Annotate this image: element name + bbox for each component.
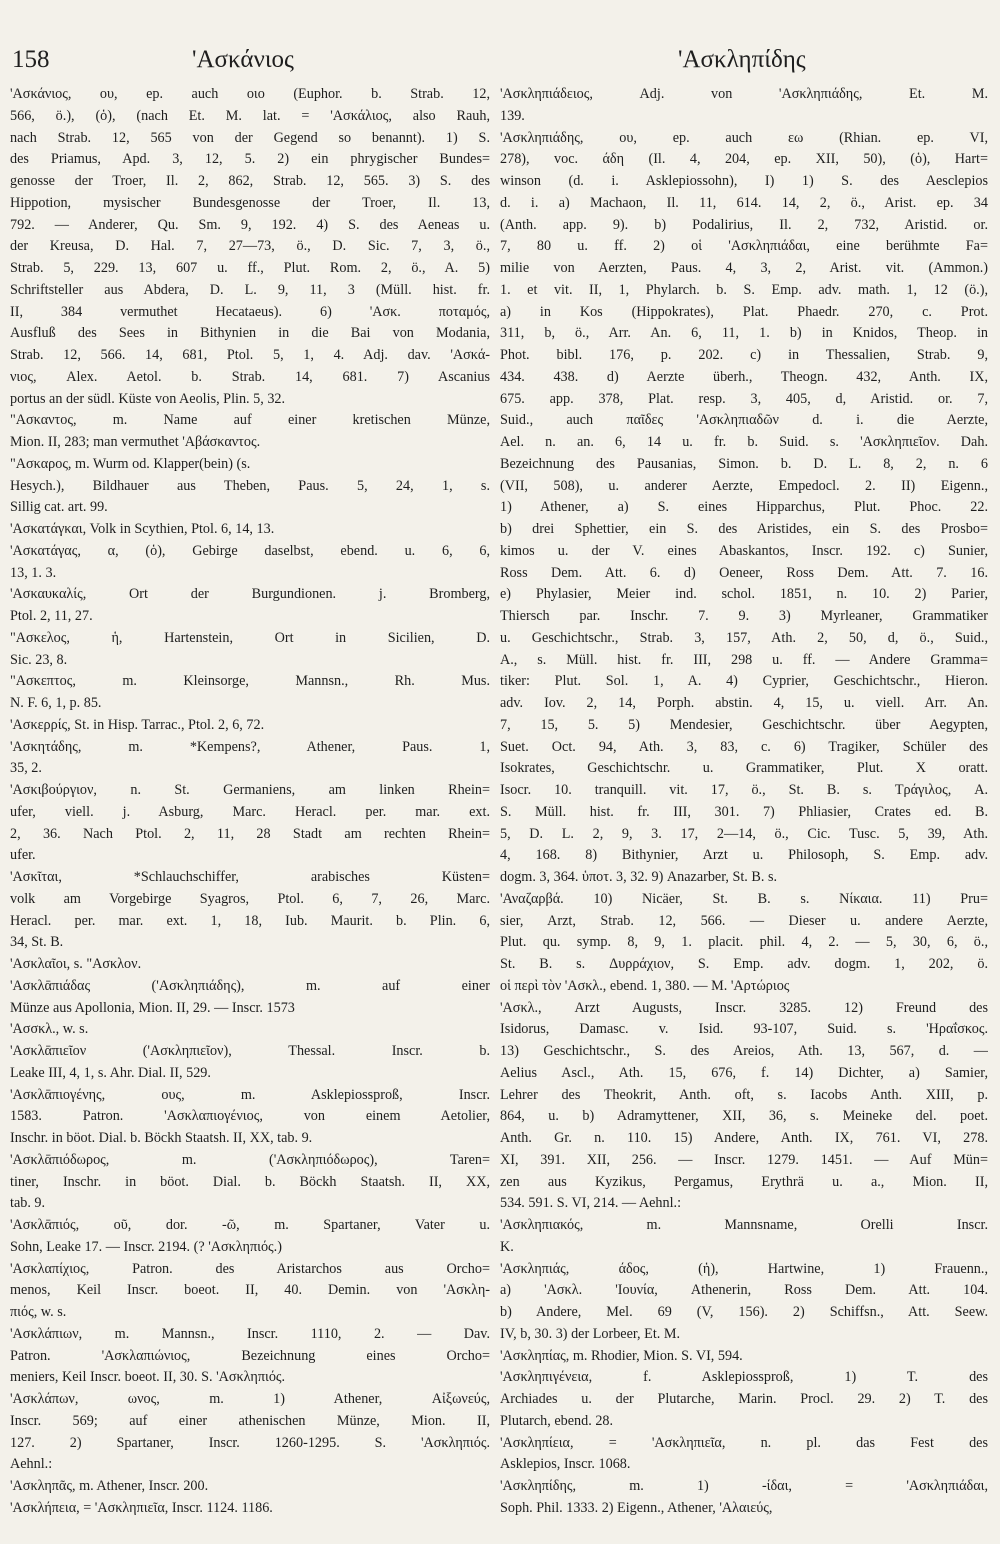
text-line: Bezeichnung des Pausanias, Simon. b. D. L. 8, 2, n. 6	[500, 455, 988, 472]
entry-line: 'Ασκλ., Arzt Augusts, Inscr. 3285. 12) Freund des	[500, 999, 988, 1016]
text-line: Isidorus, Damasc. v. Isid. 93-107, Suid. s. 'Ηραΐσκος.	[500, 1021, 988, 1038]
text-line: S. Müll. hist. fr. III, 301. 7) Phliasier, Crates ed. B.	[500, 803, 988, 820]
text-line: 675. app. 378, Plat. resp. 3, 405, d, Aristid. or. 7,	[500, 390, 988, 407]
text-line: (Anth. app. 9). b) Podalirius, Il. 2, 732, Aristid. or.	[500, 216, 988, 233]
text-line: dogm. 3, 364. ὑποτ. 3, 32. 9) Anazarber, St. B. s.	[500, 869, 778, 885]
text-line: portus an der südl. Küste von Aeolis, Plin. 5, 32.	[10, 390, 286, 407]
text-line: zen aus Kyzikus, Pergamus, Erythrä u. a., Mion. II,	[500, 1173, 988, 1190]
text-line: tiner, Inschr. in böot. Dial. b. Böckh Staatsh. II, XX,	[10, 1173, 490, 1190]
text-line: 13) Geschichtschr., S. des Areios, Ath. 13, 567, d. —	[500, 1043, 988, 1059]
text-line: des Priamus, Apd. 3, 12, 5. 2) ein phrygischer Bundes=	[10, 151, 490, 168]
entry-line: "Ασκεπτος, m. Kleinsorge, Mannsn., Rh. Mus.	[10, 673, 490, 690]
entry-line: 'Αναζαρβά. 10) Nicäer, St. B. s. Νίκαια. 11) Pru=	[500, 890, 988, 907]
text-line: Suet. Oct. 94, Ath. 3, 83, c. 6) Tragiker, Schüler des	[500, 738, 988, 755]
text-line: d. i. a) Machaon, Il. 11, 614. 14, 2, ö., Arist. ep. 34	[500, 194, 988, 211]
text-line: 127. 2) Spartaner, Inscr. 1260-1295. S. 'Ασκληπιός.	[10, 1434, 490, 1451]
text-line: 7, 15, 5. 5) Mendesier, Geschichtschr. über Aegypten,	[500, 716, 988, 733]
text-line: 278), voc. άδη (Il. 4, 204, ep. XII, 50), (ὁ), Hart=	[500, 151, 988, 168]
text-line: a) in Kos (Hippokrates), Plat. Phaedr. 270, c. Prot.	[500, 303, 988, 320]
entry-line: 'Ασκιβούργιον, n. St. Germaniens, am linken Rhein=	[10, 782, 490, 798]
text-line: 7, 80 u. ff. 2) οἱ 'Ασκληπιάδαι, eine berühmte Fa=	[500, 238, 988, 255]
text-line: 1) Athener, a) S. eines Hipparchus, Plut. Phoc. 22.	[500, 499, 988, 516]
text-line: Plutarch, ebend. 28.	[500, 1412, 614, 1429]
text-line: a) 'Ασκλ. 'Ιουνία, Athenerin, Ross Dem. Att. 104.	[500, 1282, 988, 1299]
text-line: (VII, 508), u. anderer Aerzte, Empedocl. 2. II) Eigenn.,	[500, 477, 988, 494]
entry-line: 'Ασκλαπίχιος, Patron. des Aristarchos aus Orcho=	[10, 1260, 490, 1277]
text-line: 35, 2.	[10, 760, 42, 777]
text-line: Ael. n. an. 6, 14 u. fr. b. Suid. s. 'Ασκληπιεῖον. Dah.	[500, 434, 988, 450]
text-line: adv. Iov. 2, 14, Porph. abstin. 4, 15, u. viell. Arr. An.	[500, 695, 988, 711]
text-line: Hippotion, mysischer Bundesgenosse der Troer, Il. 13,	[10, 194, 490, 211]
text-line: St. B. s. Δυρράχιον, S. Emp. adv. dogm. 1, 202, ö.	[500, 956, 988, 972]
page-number: 158	[12, 46, 50, 73]
text-line: 2, 36. Nach Ptol. 2, 11, 28 Stadt am rechten Rhein=	[10, 825, 490, 842]
text-line: Strab. 5, 229. 13, 607 u. ff., Plut. Rom. 2, ö., A. 5)	[10, 260, 490, 276]
text-line: 534. 591. S. VI, 214. — Aehnl.:	[500, 1195, 682, 1212]
entry-line: 'Ασκλάπιων, m. Mannsn., Inscr. 1110, 2. — Dav.	[10, 1325, 490, 1342]
text-line: Ross Dem. Att. 6. d) Oeneer, Ross Dem. Att. 7. 16.	[500, 564, 988, 581]
text-line: Isokrates, Geschichtschr. u. Grammatiker, Plut. X oratt.	[500, 760, 988, 777]
text-line: kimos u. der V. eines Abaskantos, Inscr. 192. c) Sunier,	[500, 542, 988, 559]
text-line: Asklepios, Inscr. 1068.	[500, 1456, 631, 1473]
text-line: Suid., auch παῖδες 'Ασκληπιαδῶν d. i. die Aerzte,	[500, 412, 988, 429]
text-line: Patron. 'Ασκλαπιώνιος, Bezeichnung eines Orcho=	[10, 1347, 490, 1364]
entry-line: 'Ασκληπιγένεια, f. Asklepiossproß, 1) T. des	[500, 1369, 988, 1386]
text-line: N. F. 6, 1, p. 85.	[10, 695, 102, 711]
text-line: Sic. 23, 8.	[10, 651, 68, 668]
entry-line: "Ασκαντος, m. Name auf einer kretischen Münze,	[10, 412, 490, 429]
entry-line: 'Ασκερρίς, St. in Hisp. Tarrac., Ptol. 2, 6, 72.	[10, 716, 265, 733]
text-line: Strab. 12, 566. 14, 681, Ptol. 5, 1, 4. Adj. dav. 'Ασκά-	[10, 347, 490, 363]
text-line: volk am Vorgebirge Syagros, Ptol. 6, 7, 26, Marc.	[10, 890, 490, 907]
entry-line: 'Ασκαυκαλίς, Ort der Burgundionen. j. Bromberg,	[10, 586, 490, 603]
text-line: winson (d. i. Asklepiossohn), I) 1) S. des Aesclepios	[500, 173, 988, 189]
text-line: Mion. II, 283; man vermuthet 'Αβάσκαντος.	[10, 434, 261, 450]
text-line: der Kreusa, D. Hal. 7, 27—73, ö., D. Sic. 7, 3, ö.,	[10, 238, 490, 255]
text-line: Archiades u. der Plutarche, Marin. Procl. 29. 2) T. des	[500, 1391, 988, 1407]
text-line: 566, ö.), (ὁ), (nach Et. M. lat. = 'Ασκάλιος, also Rauh,	[10, 107, 490, 124]
entry-line: 'Ασκληπίεια, = 'Ασκληπιεῖα, n. pl. das Fest des	[500, 1434, 988, 1451]
text-line: 4, 168. 8) Bithynier, Arzt u. Philosoph, S. Emp. adv.	[500, 847, 988, 864]
text-line: A., s. Müll. hist. fr. III, 298 u. ff. — Andere Gramma=	[500, 651, 988, 668]
entry-line: 'Ασσκλ., w. s.	[10, 1021, 89, 1038]
text-line: 1583. Patron. 'Ασκλαπιογένιος, von einem Aetolier,	[10, 1108, 490, 1125]
text-line: genosse der Troer, Il. 2, 862, Strab. 12, 565. 3) S. des	[10, 173, 490, 189]
text-line: 792. — Anderer, Qu. Sm. 9, 192. 4) S. des Aeneas u.	[10, 216, 490, 233]
text-line: Plut. qu. symp. 8, 9, 1. placit. phil. 4, 2. — 5, 30, 6, ö.,	[500, 934, 988, 951]
text-line: II, 384 vermuthet Hecataeus). 6) 'Ασκ. ποταμός,	[10, 303, 490, 320]
right-column	[500, 84, 988, 1520]
text-line: ufer.	[10, 847, 36, 864]
text-line: Isocr. 10. tranquill. vit. 17, ö., St. B. s. Τράγιλος, A.	[500, 782, 988, 798]
text-line: Inschr. in böot. Dial. b. Böckh Staatsh. II, XX, tab. 9.	[10, 1130, 313, 1146]
text-line: Heracl. per. mar. ext. 1, 18, Iub. Maurit. b. Plin. 6,	[10, 912, 490, 929]
entry-line: "Ασκελος, ἡ, Hartenstein, Ort in Sicilien, D.	[10, 629, 490, 646]
text-line: u. Geschichtschr., Strab. 3, 157, Ath. 2, 50, d, ö., Suid.,	[500, 629, 988, 646]
text-line: Aehnl.:	[10, 1456, 53, 1473]
entry-line: 'Ασκλήπεια, = 'Ασκληπιεῖα, Inscr. 1124. 1186.	[10, 1499, 273, 1516]
text-line: 434. 438. d) Aerzte überh., Theogn. 432, Anth. IX,	[500, 368, 988, 385]
text-line: Sohn, Leake 17. — Inscr. 2194. (? 'Ασκληπιός.)	[10, 1238, 282, 1255]
text-line: IV, b, 30. 3) der Lorbeer, Et. M.	[500, 1325, 681, 1342]
entry-line: "Ασκαρος, m. Wurm od. Klapper(bein) (s.	[10, 455, 251, 472]
entry-line: 'Ασκῖται, *Schlauchschiffer, arabisches Küsten=	[10, 869, 490, 885]
text-line: 34, St. B.	[10, 934, 64, 951]
entry-line: 'Ασκλᾱπιογένης, ους, m. Asklepiossproß, Inscr.	[10, 1086, 490, 1103]
text-line: νιος, Alex. Aetol. b. Strab. 14, 681. 7) Ascanius	[10, 368, 490, 385]
text-line: Münze aus Apollonia, Mion. II, 29. — Inscr. 1573	[10, 999, 295, 1016]
entry-line: 'Ασκληπᾶς, m. Athener, Inscr. 200.	[10, 1478, 209, 1494]
entry-line: 'Ασκληπιακός, m. Mannsname, Orelli Inscr.	[500, 1217, 988, 1233]
text-line: Leake III, 4, 1, s. Ahr. Dial. II, 529.	[10, 1064, 211, 1081]
text-line: Phot. bibl. 176, p. 202. c) in Thessalien, Strab. 9,	[500, 347, 988, 363]
entry-line: 'Ασκληπίδης, m. 1) -ίδαι, = 'Ασκληπιάδαι,	[500, 1478, 988, 1494]
text-line: milie von Aerzten, Paus. 4, 3, 2, Arist. vit. (Ammon.)	[500, 260, 988, 276]
text-line: 13, 1. 3.	[10, 564, 57, 581]
entry-line: 'Ασκλᾱπιός, οῦ, dor. -ῶ, m. Spartaner, Vater u.	[10, 1217, 490, 1233]
text-line: Anth. Gr. n. 110. 15) Andere, Anth. IX, 761. VI, 278.	[500, 1130, 988, 1146]
entry-line: 'Ασκάνιος, ου, ep. auch οιο (Euphor. b. Strab. 12,	[10, 86, 490, 102]
entry-line: 'Ασκλαῖοι, s. "Ασκλον.	[10, 956, 142, 972]
text-line: ufer, viell. j. Asburg, Marc. Heracl. per. mar. ext.	[10, 803, 490, 820]
entry-line: 'Ασκλᾱπιόδωρος, m. ('Ασκληπιόδωρος), Taren=	[10, 1151, 490, 1168]
entry-line: 'Ασκλᾱπιάδας ('Ασκληπιάδης), m. auf einer	[10, 977, 490, 994]
text-line: Aelius Ascl., Ath. 15, 676, f. 14) Dichter, a) Samier,	[500, 1064, 988, 1081]
left-column	[10, 84, 490, 1520]
text-line: οἱ περὶ τὸν 'Ασκλ., ebend. 1, 380. — M. 'Αρτώριος	[500, 977, 790, 994]
text-line: 864, u. b) Adramyttener, XII, 36, s. Meineke del. poet.	[500, 1108, 988, 1125]
entry-line: 'Ασκατάγκαι, Volk in Scythien, Ptol. 6, 14, 13.	[10, 521, 275, 537]
text-line: Ausfluß des Sees in Bithynien in die Bai von Modania,	[10, 325, 490, 342]
entry-line: 'Ασκληπιάς, άδος, (ἡ), Hartwine, 1) Frauenn.,	[500, 1260, 988, 1277]
text-line: XI, 391. XII, 256. — Inscr. 1279. 1451. — Auf Mün=	[500, 1151, 988, 1168]
text-line: Sillig cat. art. 99.	[10, 499, 108, 516]
text-line: sier, Arzt, Strab. 12, 566. — Dieser u. andere Aerzte,	[500, 912, 988, 929]
text-line: πιός, w. s.	[10, 1304, 67, 1320]
text-line: 5, D. L. 2, 9, 3. 17, 2—14, ö., Cic. Tusc. 5, 39, Ath.	[500, 825, 988, 842]
entry-line: 'Ασκληπιάδης, ου, ep. auch εω (Rhian. ep. VI,	[500, 129, 988, 146]
entry-line: 'Ασκλάπων, ωνος, m. 1) Athener, Αἰξωνεύς,	[10, 1391, 490, 1407]
text-line: Soph. Phil. 1333. 2) Eigenn., Athener, 'Αλαιεύς,	[500, 1499, 773, 1516]
right-running-head: 'Ασκληπίδης	[678, 46, 806, 73]
entry-line: 'Ασκλᾱπιεῖον ('Ασκληπιεῖον), Thessal. Inscr. b.	[10, 1043, 490, 1059]
text-line: 311, b, ö., Arr. An. 6, 11, 1. b) in Knidos, Theop. in	[500, 325, 988, 342]
entry-line: 'Ασκληπίας, m. Rhodier, Mion. S. VI, 594.	[500, 1347, 743, 1364]
text-line: menos, Keil Inscr. boeot. II, 40. Demin. von 'Ασκλη-	[10, 1282, 490, 1299]
text-line: Thiersch par. Inschr. 7. 9. 3) Myrleaner, Grammatiker	[500, 608, 988, 624]
text-line: b) Andere, Mel. 69 (V, 156). 2) Schiffsn., Att. Seew.	[500, 1304, 988, 1320]
text-line: 1. et vit. II, 1, Phylarch. b. S. Emp. adv. math. 1, 12 (ö.),	[500, 281, 988, 298]
text-line: tab. 9.	[10, 1195, 46, 1212]
entry-line: 'Ασκληπιάδειος, Adj. von 'Ασκληπιάδης, Et. M.	[500, 86, 988, 102]
text-line: b) drei Sphettier, ein S. des Aristides, ein S. des Prosbo=	[500, 521, 988, 537]
text-line: tiker: Plut. Sol. 1, A. 4) Cyprier, Geschichtschr., Hieron.	[500, 673, 988, 690]
text-line: Ptol. 2, 11, 27.	[10, 608, 93, 624]
text-line: nach Strab. 12, 565 von der Gegend so benannt). 1) S.	[10, 129, 490, 146]
text-line: K.	[500, 1238, 514, 1255]
entry-line: 'Ασκατάγας, α, (ὁ), Gebirge daselbst, ebend. u. 6, 6,	[10, 542, 490, 559]
entry-line: 'Ασκητάδης, m. *Kempens?, Athener, Paus. 1,	[10, 738, 490, 755]
text-line: Lehrer des Theokrit, Anth. oft, s. Iacobs Anth. XIII, p.	[500, 1086, 988, 1103]
text-line: 139.	[500, 107, 525, 124]
text-line: Hesych.), Bildhauer aus Theben, Paus. 5, 24, 1, s.	[10, 477, 490, 494]
left-running-head: 'Ασκάνιος	[192, 46, 294, 73]
text-line: Schriftsteller aus Abdera, D. L. 9, 11, 3 (Müll. hist. fr.	[10, 281, 490, 298]
text-line: e) Phylasier, Meier ind. schol. 1851, n. 10. 2) Parier,	[500, 586, 988, 603]
text-line: Inscr. 569; auf einer athenischen Münze, Mion. II,	[10, 1412, 490, 1429]
text-line: meniers, Keil Inscr. boeot. II, 30. S. 'Ασκληπιός.	[10, 1369, 286, 1386]
